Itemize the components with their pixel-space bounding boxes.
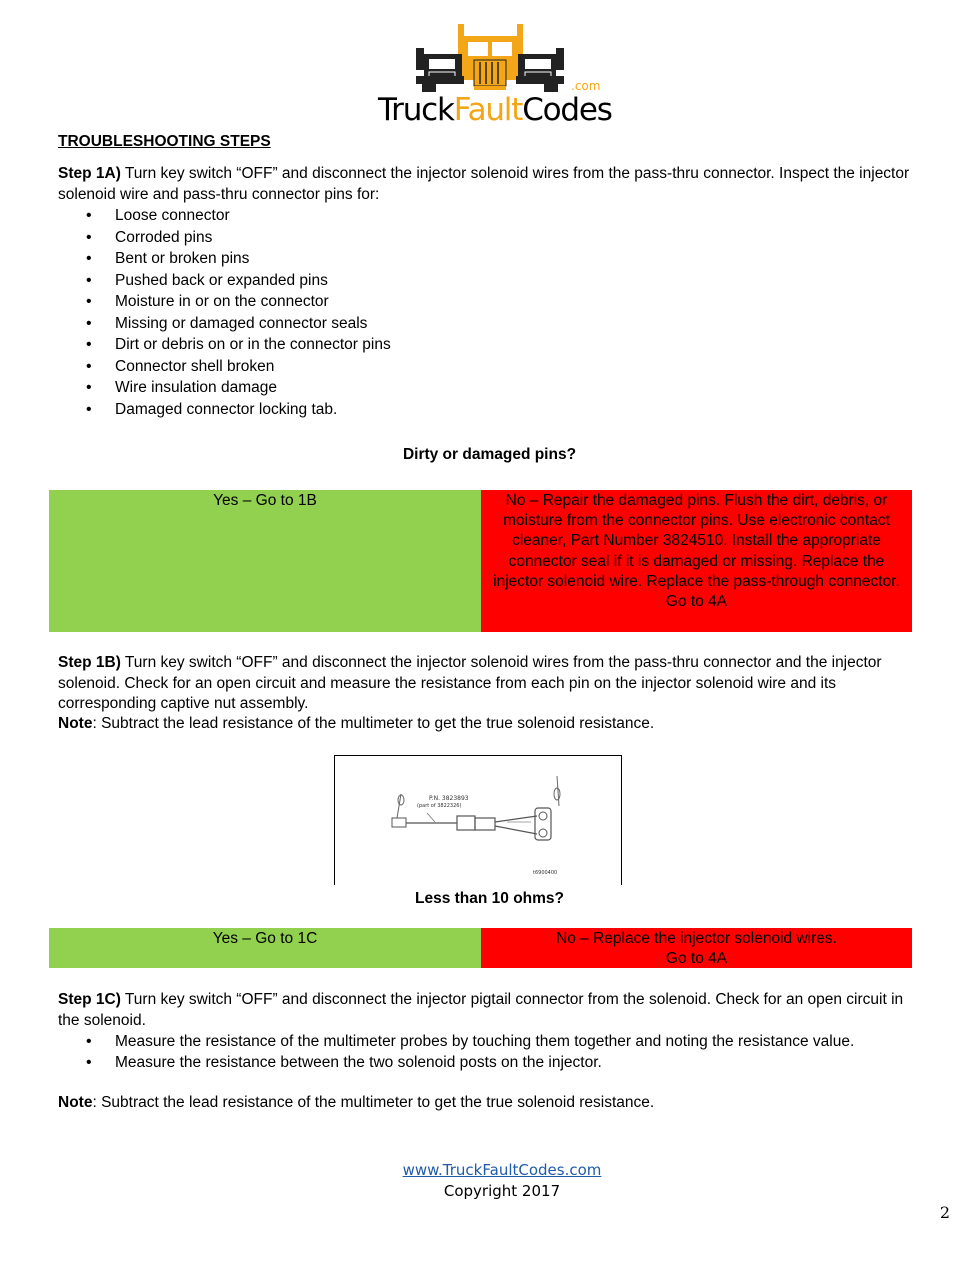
footer-copyright: Copyright 2017 bbox=[443, 1182, 561, 1200]
step-1b-text: Turn key switch “OFF” and disconnect the injector solenoid wires from the pass-thru connector and the injector solenoid. Check for an open circuit and measure the resistance from each pin on the injector solenoid wire and its corresponding captive nut assembly. bbox=[58, 654, 882, 712]
step-1b-paragraph bbox=[58, 653, 918, 715]
step-1c-note-text: : Subtract the lead resistance of the multimeter to get the true solenoid resistance. bbox=[92, 1094, 655, 1111]
brand-tld: .com bbox=[571, 79, 601, 93]
list-item: • Wire insulation damage bbox=[58, 377, 918, 399]
solenoid-wire-figure bbox=[334, 755, 622, 885]
list-item: • Corroded pins bbox=[58, 227, 918, 249]
step-1b-no-text: No – Replace the injector solenoid wires. bbox=[556, 930, 837, 947]
step-1c-note-label: Note bbox=[58, 1094, 93, 1111]
step-1b-note bbox=[58, 714, 918, 735]
step-1a-label: Step 1A) bbox=[58, 165, 121, 182]
step-1b-question: Less than 10 ohms? bbox=[414, 890, 564, 907]
list-item: • Measure the resistance between the two solenoid posts on the injector. bbox=[58, 1053, 908, 1074]
step-1b-yes-cell bbox=[49, 928, 481, 968]
step-1a-text: Turn key switch “OFF” and disconnect the injector solenoid wires from the pass-thru connector. Inspect the injector solenoid wire and pass-thru connector pins for: bbox=[58, 165, 910, 203]
step-1a-paragraph bbox=[58, 164, 918, 205]
figure-code: t6900400 bbox=[533, 870, 558, 876]
step-1b-note-text: : Subtract the lead resistance of the multimeter to get the true solenoid resistance. bbox=[92, 715, 655, 732]
list-item: • Damaged connector locking tab. bbox=[58, 399, 918, 421]
list-item: • Measure the resistance of the multimeter probes by touching them together and noting the resistance value. bbox=[58, 1032, 908, 1053]
list-item: • Loose connector bbox=[58, 205, 918, 227]
step-1b-label: Step 1B) bbox=[58, 654, 121, 671]
list-item: • Pushed back or expanded pins bbox=[58, 270, 918, 292]
figure-part-of: (part of 3822326) bbox=[417, 803, 462, 809]
step-1a-no-goto: Go to 4A bbox=[665, 593, 728, 611]
list-item: • Dirt or debris on or in the connector pins bbox=[58, 334, 918, 356]
step-1a-checklist bbox=[58, 205, 918, 420]
step-1a-yes-text: Yes – Go to 1B bbox=[213, 492, 317, 509]
section-heading: TROUBLESHOOTING STEPS bbox=[58, 133, 271, 150]
brand-word-codes: Codes bbox=[522, 92, 612, 128]
brand-wordmark bbox=[378, 92, 612, 128]
list-item: • Bent or broken pins bbox=[58, 248, 918, 270]
step-1a-yes-cell bbox=[49, 490, 481, 632]
step-1b-note-label: Note bbox=[58, 715, 93, 732]
solenoid-wire-diagram bbox=[335, 756, 621, 885]
figure-part-number: P.N. 3823893 bbox=[429, 795, 469, 802]
truck-logo-icon bbox=[378, 20, 602, 94]
list-item: • Missing or damaged connector seals bbox=[58, 313, 918, 335]
list-item: • Moisture in or on the connector bbox=[58, 291, 918, 313]
step-1c-checklist bbox=[58, 1032, 908, 1073]
step-1b-no-goto: Go to 4A bbox=[665, 950, 728, 968]
step-1c-paragraph bbox=[58, 990, 918, 1031]
step-1c-note bbox=[58, 1093, 918, 1114]
step-1b-no-cell bbox=[481, 928, 912, 968]
step-1b-yes-text: Yes – Go to 1C bbox=[212, 930, 318, 947]
step-1c-text: Turn key switch “OFF” and disconnect the injector pigtail connector from the solenoid. Check for an open circuit in the solenoid. bbox=[58, 991, 904, 1029]
footer-website-link[interactable]: www.TruckFaultCodes.com bbox=[402, 1161, 602, 1179]
step-1a-question: Dirty or damaged pins? bbox=[402, 446, 577, 463]
brand-word-truck: Truck bbox=[378, 92, 454, 128]
step-1a-no-text: No – Repair the damaged pins. Flush the dirt, debris, or moisture from the connector pins. Use electronic contact cleaner, Part Number 3824510. Install the appropriate connector seal if it is damaged or missing. Replace the injector solenoid wire. Replace the pass-through connector. bbox=[493, 492, 900, 590]
list-item: • Connector shell broken bbox=[58, 356, 918, 378]
step-1a-no-cell bbox=[481, 490, 912, 632]
page-number: 2 bbox=[939, 1203, 950, 1222]
step-1c-label: Step 1C) bbox=[58, 991, 121, 1008]
brand-logo bbox=[378, 20, 612, 130]
brand-word-fault: Fault bbox=[453, 92, 523, 128]
